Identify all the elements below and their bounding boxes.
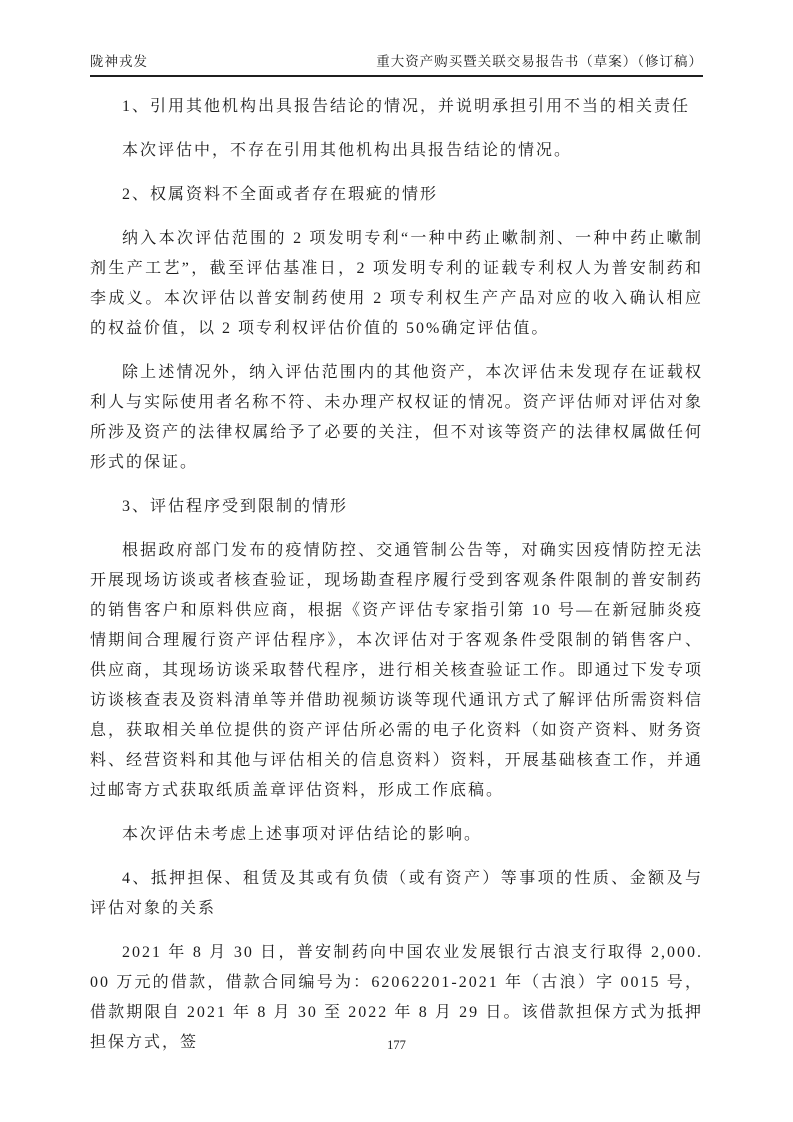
body-paragraph: 根据政府部门发布的疫情防控、交通管制公告等，对确实因疫情防控无法开展现场访谈或者核查验证，现场勘查程序履行受到客观条件限制的普安制药的销售客户和原料供应商，根据《资产评估专家指引第 10 号—在新冠肺炎疫情期间合理履行资产评估程序》，本次评估对于客观条件受限制的销售客户、供应商，其现场访谈采取替代程序，进行相关核查验证工作。即通过下发专项访谈核查表及资料清单等并借助视频访谈等现代通讯方式了解评估所需资料信息，获取相关单位提供的资产评估所必需的电子化资料（如资产资料、财务资料、经营资料和其他与评估相关的信息资料）资料，开展基础核查工作，并通过邮寄方式获取纸质盖章评估资料，形成工作底稿。 bbox=[90, 542, 703, 799]
document-body bbox=[90, 82, 703, 1072]
body-paragraph: 除上述情况外，纳入评估范围内的其他资产，本次评估未发现存在证载权利人与实际使用者名称不符、未办理产权权证的情况。资产评估师对评估对象所涉及资产的法律权属给予了必要的关注，但不对该等资产的法律权属做任何形式的保证。 bbox=[90, 364, 703, 471]
page-footer bbox=[0, 1038, 793, 1053]
section-heading-1: 1、引用其他机构出具报告结论的情况，并说明承担引用不当的相关责任 bbox=[122, 98, 691, 115]
section-heading-4: 4、抵押担保、租赁及其或有负债（或有资产）等事项的性质、金额及与评估对象的关系 bbox=[90, 870, 703, 917]
header-company-name: 陇神戎发 bbox=[90, 54, 148, 69]
body-paragraph: 本次评估未考虑上述事项对评估结论的影响。 bbox=[122, 826, 483, 843]
page-header bbox=[90, 50, 703, 77]
body-paragraph: 2021 年 8 月 30 日，普安制药向中国农业发展银行古浪支行取得 2,000.00 万元的借款，借款合同编号为：62062201-2021 年（古浪）字 0015 号，借款期限自 2021 年 8 月 30 至 2022 年 8 月 29 日。该借款担保方式为抵押担保方式，签 bbox=[90, 944, 703, 1051]
body-paragraph: 纳入本次评估范围的 2 项发明专利“一种中药止嗽制剂、一种中药止嗽制剂生产工艺”，截至评估基准日，2 项发明专利的证载专利权人为普安制药和李成义。本次评估以普安制药使用 2 项专利权生产产品对应的收入确认相应的权益价值，以 2 项专利权评估价值的 50%确定评估值。 bbox=[90, 230, 703, 337]
section-heading-2: 2、权属资料不全面或者存在瑕疵的情形 bbox=[122, 186, 439, 203]
section-heading-3: 3、评估程序受到限制的情形 bbox=[122, 498, 349, 515]
page-number: 177 bbox=[387, 1038, 406, 1052]
header-report-title: 重大资产购买暨关联交易报告书（草案）（修订稿） bbox=[376, 54, 703, 69]
body-paragraph: 本次评估中，不存在引用其他机构出具报告结论的情况。 bbox=[122, 142, 573, 159]
